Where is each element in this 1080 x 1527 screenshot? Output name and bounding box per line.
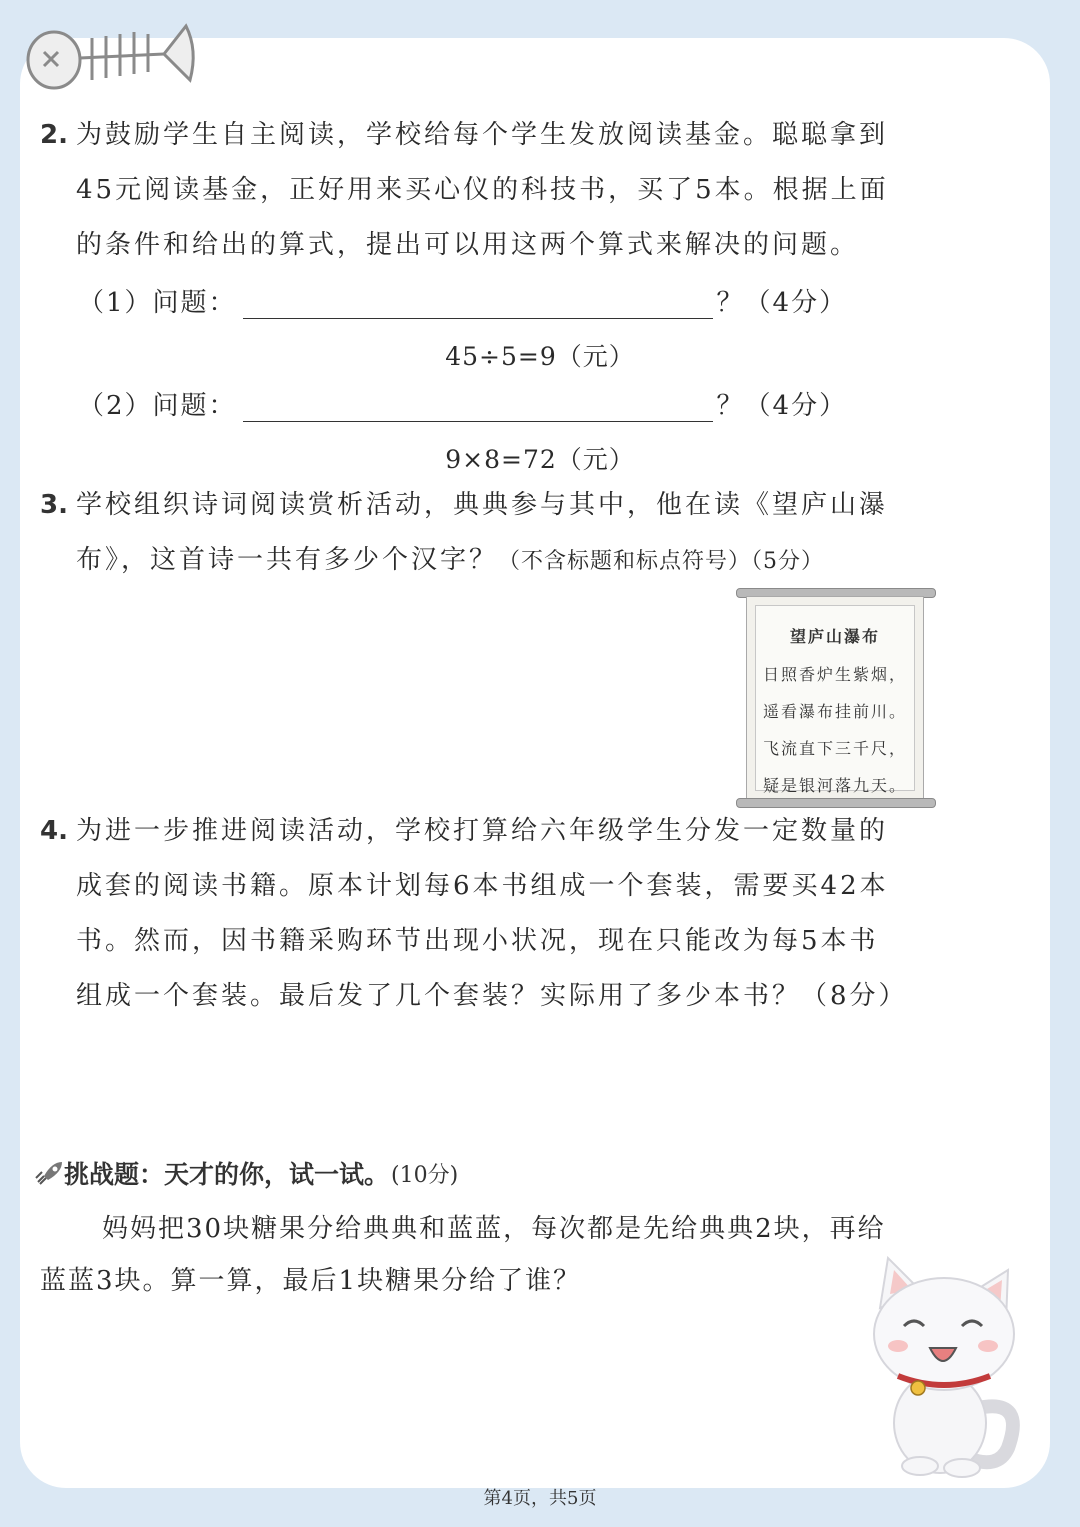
scroll-paper xyxy=(746,596,924,800)
sub-question-label: （1）问题： xyxy=(78,288,237,318)
formula-1: 45÷5=9（元） xyxy=(445,342,635,371)
question-number: 4. xyxy=(40,816,68,846)
poem-line: 日照香炉生紫烟， xyxy=(762,665,907,684)
rocket-icon xyxy=(34,1160,64,1186)
question-text-line: 为进一步推进阅读活动，学校打算给六年级学生分发一定数量的 xyxy=(75,816,888,846)
question-note: （不含标题和标点符号）（5分） xyxy=(498,549,825,574)
question-text-line: 成套的阅读书籍。原本计划每6本书组成一个套装，需要买42本 xyxy=(76,871,889,901)
challenge-score: (10分) xyxy=(391,1162,459,1188)
sub-question-1 xyxy=(78,282,847,319)
question-text-line: 书。然而，因书籍采购环节出现小状况，现在只能改为每5本书 xyxy=(76,926,879,956)
poem-title: 望庐山瀑布 xyxy=(789,627,880,646)
question-number: 3. xyxy=(40,490,68,520)
answer-blank[interactable] xyxy=(243,290,713,319)
poem-line: 遥看瀑布挂前川。 xyxy=(762,702,907,721)
challenge-text-line: 妈妈把30块糖果分给典典和蓝蓝，每次都是先给典典2块，再给 xyxy=(102,1214,886,1244)
question-text-line: 45元阅读基金，正好用来买心仪的科技书，买了5本。根据上面 xyxy=(76,175,889,205)
poem-line: 疑是银河落九天。 xyxy=(762,776,907,795)
sub-question-2 xyxy=(78,385,847,422)
question-4 xyxy=(40,804,940,1024)
page-footer: 第4页，共5页 xyxy=(483,1488,597,1509)
fishbone-icon xyxy=(14,10,204,100)
question-text-line: 布》，这首诗一共有多少个汉字？ xyxy=(76,545,499,575)
poem-line: 飞流直下三千尺， xyxy=(762,739,907,758)
challenge-title: 挑战题：天才的你，试一试。 xyxy=(64,1160,390,1189)
question-text-line: 的条件和给出的算式，提出可以用这两个算式来解决的问题。 xyxy=(76,230,860,260)
poem-scroll xyxy=(742,588,928,806)
sub-question-score: ？（4分） xyxy=(716,391,848,421)
cat-illustration-icon xyxy=(858,1248,1028,1478)
challenge-heading xyxy=(34,1155,458,1191)
challenge-question xyxy=(40,1203,940,1307)
question-text-line: 组成一个套装。最后发了几个套装？实际用了多少本书？（8分） xyxy=(76,981,908,1011)
formula-2: 9×8=72（元） xyxy=(445,445,635,474)
question-text-line: 为鼓励学生自主阅读，学校给每个学生发放阅读基金。聪聪拿到 xyxy=(75,120,888,150)
sub-question-score: ？（4分） xyxy=(716,288,848,318)
challenge-text-line: 蓝蓝3块。算一算，最后1块糖果分给了谁？ xyxy=(40,1266,582,1296)
question-3 xyxy=(40,478,940,589)
question-2 xyxy=(40,108,940,273)
answer-blank[interactable] xyxy=(243,393,713,422)
sub-question-label: （2）问题： xyxy=(78,391,237,421)
question-text-line: 学校组织诗词阅读赏析活动，典典参与其中，他在读《望庐山瀑 xyxy=(75,490,888,520)
question-number: 2. xyxy=(40,120,68,150)
